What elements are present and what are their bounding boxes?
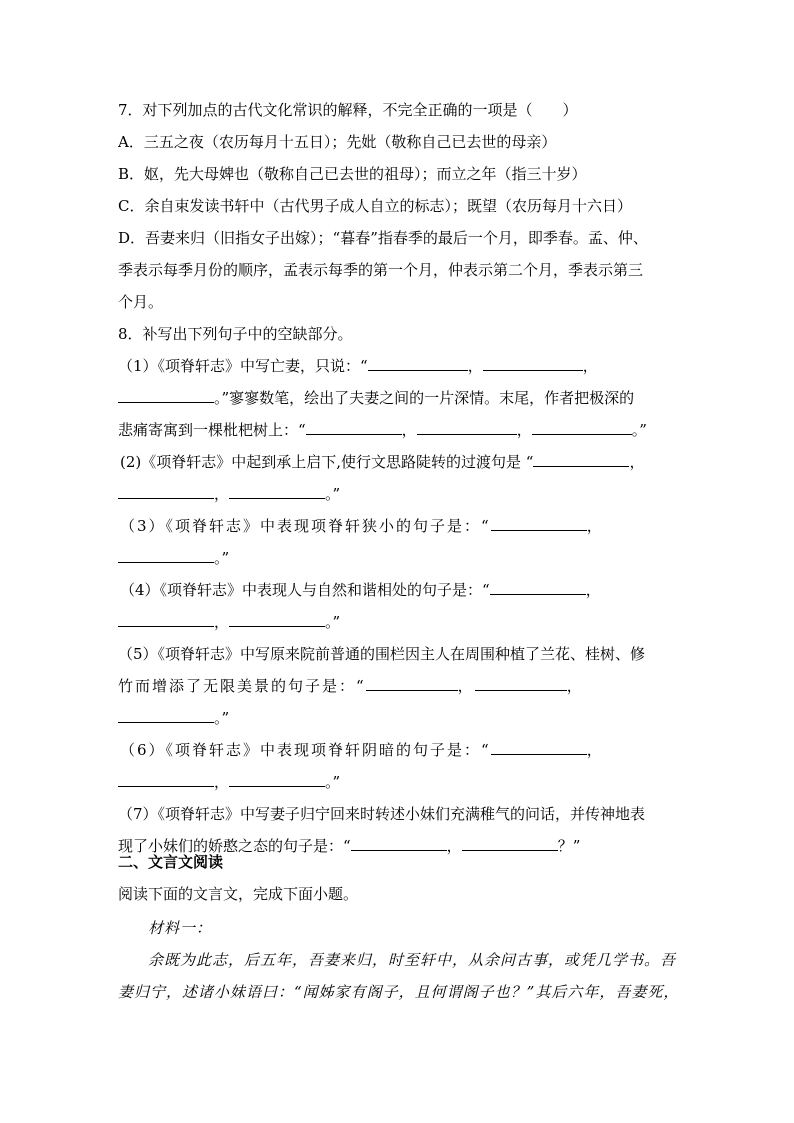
answer-blank[interactable] [118,612,214,627]
q7-option-c: C．余自束发读书轩中（古代男子成人自立的标志）；既望（农历每月十六日） [118,197,632,215]
q8-item-1-line1: （1）《项脊轩志》中写亡妻，只说：“ ， ， [118,357,598,375]
answer-blank[interactable] [229,612,325,627]
answer-blank[interactable] [351,836,447,851]
answer-blank[interactable] [475,676,567,691]
q8-item-5-line3: 。” [118,708,229,728]
q8-item-2-line2: ， 。” [118,484,340,504]
answer-blank[interactable] [483,356,583,371]
q8-item-1-line3: 悲痛寄寓到一棵枇杷树上：“ ， ， 。” [118,421,647,439]
q8-item-7-line2: 现了小妹们的娇憨之态的句子是：“ ， ？” [118,837,581,855]
answer-blank[interactable] [118,772,214,787]
q8-item-1-line2: 。”寥寥数笔，绘出了夫妻之间的一片深情。末尾，作者把极深的 [118,388,634,408]
q7-option-b: B．妪，先大母婢也（敬称自己已去世的祖母）；而立之年（指三十岁） [118,165,587,183]
answer-blank[interactable] [491,740,587,755]
q8-item-5-line1: （5）《项脊轩志》中写原来院前普通的围栏因主人在周围种植了兰花、桂树、修 [118,645,646,663]
answer-blank[interactable] [118,484,214,499]
answer-blank[interactable] [417,420,517,435]
q8-item-3-line2: 。” [118,548,229,568]
answer-blank[interactable] [462,836,558,851]
q8-stem: 8．补写出下列句子中的空缺部分。 [118,325,353,343]
answer-blank[interactable] [533,452,629,467]
q8-item-2-line1: (2)《项脊轩志》中起到承上启下,使行文思路陡转的过渡句是 “ ， [120,453,645,471]
q7-option-d-line2: 季表示每季月份的顺序，孟表示每季的第一个月，仲表示第二个月，季表示第三 [118,261,644,279]
material-label: 材料一： [148,919,213,937]
q7-stem: 7．对下列加点的古代文化常识的解释，不完全正确的一项是（ ） [118,101,578,119]
q8-item-4-line1: （4）《项脊轩志》中表现人与自然和谐相处的句子是：“ ， [120,581,601,599]
answer-blank[interactable] [118,388,214,403]
q8-item-4-line2: ， 。” [118,612,340,632]
answer-blank[interactable] [490,580,586,595]
answer-blank[interactable] [366,676,458,691]
q8-item-7-line1: （7）《项脊轩志》中写妻子归宁回来时转述小妹们充满稚气的问话，并传神地表 [118,805,646,823]
q8-item-3-line1: （3）《项脊轩志》中表现项脊轩狭小的句子是：“ ， [120,517,604,535]
answer-blank[interactable] [368,356,468,371]
q8-item-5-line2: 竹而增添了无限美景的句子是：“ ， ， [118,677,584,695]
q7-option-d-line1: D．吾妻来归（旧指女子出嫁）；“暮春”指春季的最后一个月，即季春。孟、仲、 [118,229,648,247]
section-instruction: 阅读下面的文言文，完成下面小题。 [118,885,359,903]
answer-blank[interactable] [306,420,402,435]
answer-blank[interactable] [229,484,325,499]
answer-blank[interactable] [491,516,587,531]
answer-blank[interactable] [118,548,214,563]
q7-option-a: A．三五之夜（农历每月十五日）；先妣（敬称自己已去世的母亲） [118,133,557,151]
section-heading: 二、文言文阅读 [118,853,224,871]
answer-blank[interactable] [118,708,214,723]
q7-option-d-line3: 个月。 [118,293,164,311]
q8-item-6-line2: ， 。” [118,772,340,792]
q8-item-6-line1: （6）《项脊轩志》中表现项脊轩阴暗的句子是：“ ， [120,741,604,759]
passage-line-2: 妻归宁，述诸小妹语曰：“闻姊家有阁子，且何谓阁子也？”其后六年，吾妻死， [118,983,680,1001]
passage-line-1: 余既为此志，后五年，吾妻来归，时至轩中，从余问古事，或凭几学书。吾 [148,951,677,969]
answer-blank[interactable] [229,772,325,787]
answer-blank[interactable] [532,420,632,435]
prompt-text: （1）《项脊轩志》中写亡妻，只说：“ [118,357,368,375]
